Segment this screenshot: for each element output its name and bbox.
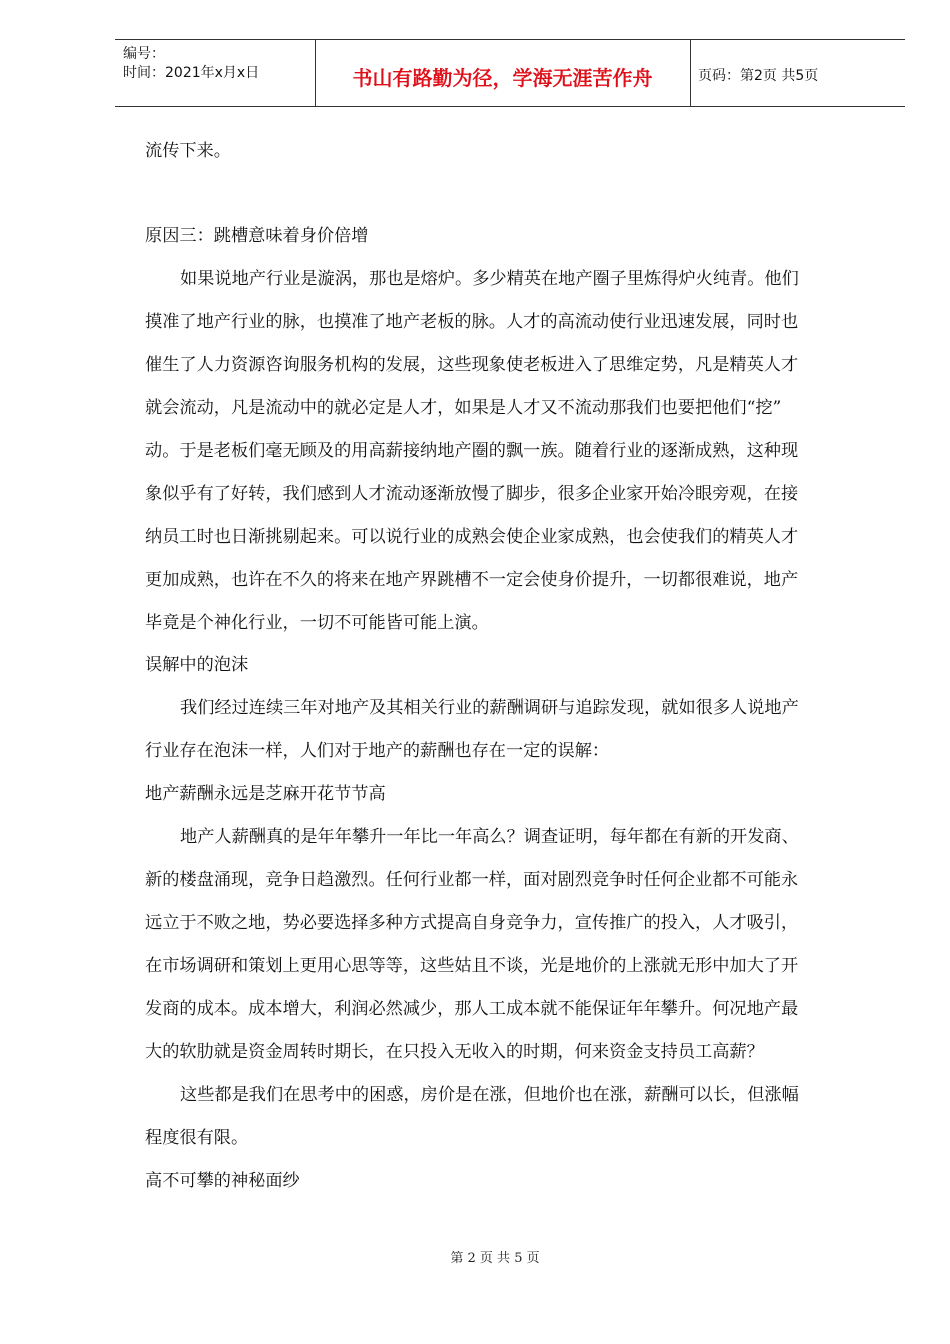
- body-line: 地产人薪酬真的是年年攀升一年比一年高么？调查证明，每年都在有新的开发商、: [180, 827, 799, 847]
- body-line: 更加成熟，也许在不久的将来在地产界跳槽不一定会使身价提升，一切都很难说，地产: [145, 570, 799, 590]
- page-footer: 第 2 页 共 5 页: [450, 1251, 540, 1266]
- doc-time-label: 时间：2021年x月x日: [123, 65, 260, 81]
- body-line: 发商的成本。成本增大，利润必然减少，那人工成本就不能保证年年攀升。何况地产最: [145, 999, 799, 1019]
- header-motto-cell: [315, 40, 691, 106]
- header-left-cell: [115, 40, 316, 106]
- section-heading: 误解中的泡沫: [145, 655, 249, 675]
- body-line: 程度很有限。: [145, 1128, 249, 1148]
- body-line: 催生了人力资源咨询服务机构的发展，这些现象使老板进入了思维定势，凡是精英人才: [145, 355, 799, 375]
- section-heading: 原因三：跳槽意味着身价倍增: [145, 226, 369, 246]
- body-line: 象似乎有了好转，我们感到人才流动逐渐放慢了脚步，很多企业家开始冷眼旁观，在接: [145, 484, 799, 504]
- body-line: 摸准了地产行业的脉，也摸准了地产老板的脉。人才的高流动使行业迅速发展，同时也: [145, 312, 799, 332]
- body-line: 远立于不败之地，势必要选择多种方式提高自身竞争力，宣传推广的投入，人才吸引，: [145, 913, 799, 933]
- body-line: 纳员工时也日渐挑剔起来。可以说行业的成熟会使企业家成熟，也会使我们的精英人才: [145, 527, 799, 547]
- body-line: 行业存在泡沫一样，人们对于地产的薪酬也存在一定的误解：: [145, 741, 610, 761]
- body-line: 流传下来。: [145, 141, 231, 161]
- body-line: 新的楼盘涌现，竞争日趋激烈。任何行业都一样，面对剧烈竞争时任何企业都不可能永: [145, 870, 799, 890]
- body-line: 在市场调研和策划上更用心思等等，这些姑且不谈，光是地价的上涨就无形中加大了开: [145, 956, 799, 976]
- body-line: 这些都是我们在思考中的困惑，房价是在涨，但地价也在涨，薪酬可以长，但涨幅: [180, 1085, 799, 1105]
- doc-number-label: 编号：: [123, 46, 165, 62]
- body-line: 毕竟是个神化行业，一切不可能皆可能上演。: [145, 613, 489, 633]
- section-heading: 地产薪酬永远是芝麻开花节节高: [145, 784, 386, 804]
- body-line: 就会流动，凡是流动中的就必定是人才，如果是人才又不流动那我们也要把他们“挖”: [145, 398, 782, 418]
- header-right-cell: [690, 40, 905, 106]
- body-line: 大的软肋就是资金周转时期长，在只投入无收入的时期，何来资金支持员工高薪？: [145, 1042, 764, 1062]
- body-line: 如果说地产行业是漩涡，那也是熔炉。多少精英在地产圈子里炼得炉火纯青。他们: [180, 269, 799, 289]
- body-line: 我们经过连续三年对地产及其相关行业的薪酬调研与追踪发现，就如很多人说地产: [180, 698, 799, 718]
- body-line: 动。于是老板们毫无顾及的用高薪接纳地产圈的飘一族。随着行业的逐渐成熟，这种现: [145, 441, 799, 461]
- page-header: [115, 39, 905, 107]
- header-page-label: 页码：第2页 共5页: [698, 68, 819, 84]
- section-heading: 高不可攀的神秘面纱: [145, 1171, 300, 1191]
- header-motto: 书山有路勤为径，学海无涯苦作舟: [352, 66, 653, 90]
